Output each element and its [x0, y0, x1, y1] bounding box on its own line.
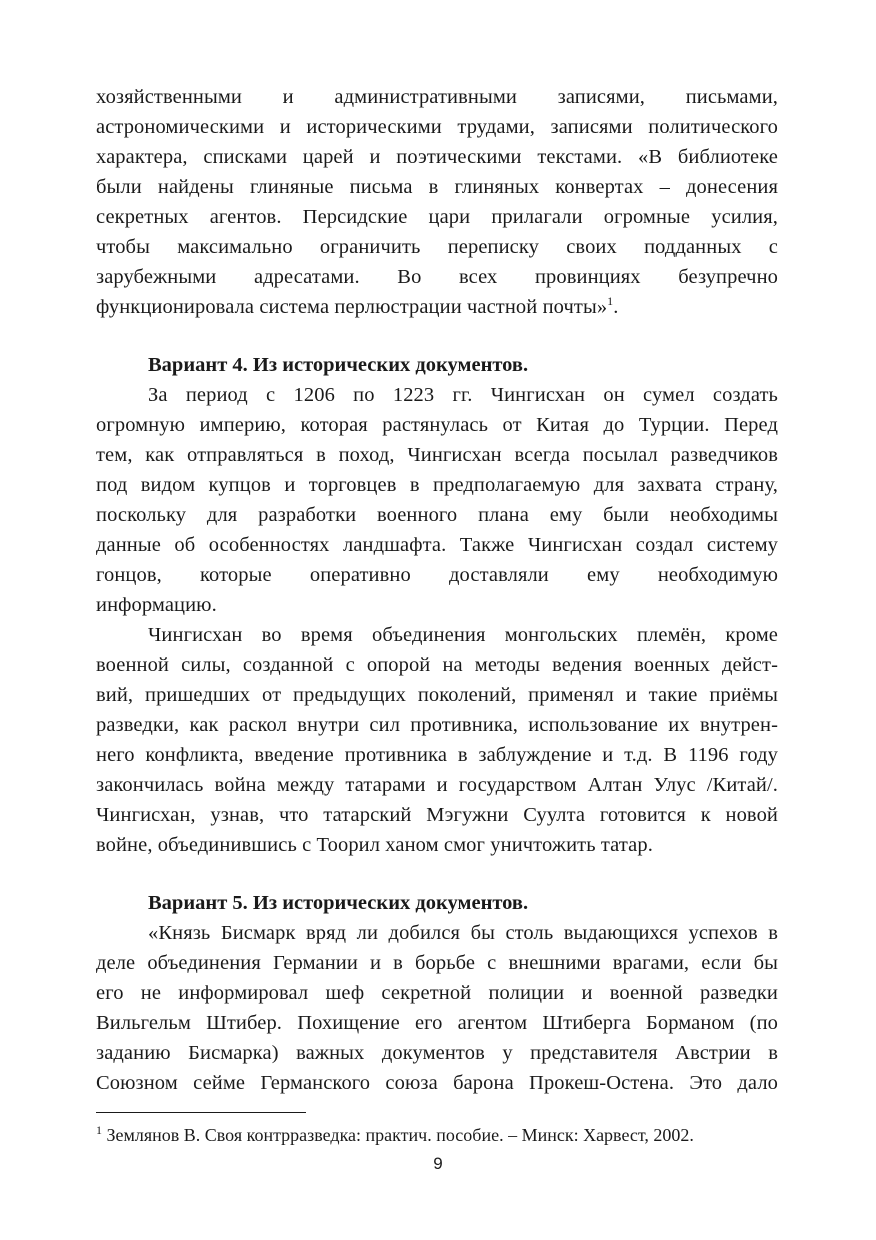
- p1-line-6: чтобы максимально ограничить переписку своих подданных с: [96, 236, 778, 258]
- heading-variant-4: Вариант 4. Из исторических документов.: [148, 354, 529, 376]
- p3-line-6: закончилась война между татарами и государством Алтан Улус /Китай/.: [96, 774, 778, 796]
- p1-line-1: хозяйственными и административными записями, письмами,: [96, 86, 778, 108]
- p2-line-2: огромную империю, которая растянулась от Китая до Турции. Перед: [96, 414, 778, 436]
- footnote-marker: 1: [96, 1123, 102, 1137]
- p1-line-8-text: функционировала система перлюстрации частной почты»: [96, 296, 608, 318]
- p2-line-1: За период с 1206 по 1223 гг. Чингисхан он сумел создать: [148, 384, 778, 406]
- page-number: 9: [433, 1154, 443, 1173]
- p1-line-4: были найдены глиняные письма в глиняных конвертах – донесения: [96, 176, 778, 198]
- p2-line-3: тем, как отправляться в поход, Чингисхан всегда посылал разведчиков: [96, 444, 778, 466]
- p4-line-5: заданию Бисмарка) важных документов у представителя Австрии в: [96, 1042, 778, 1064]
- p2-line-8: информацию.: [96, 594, 217, 616]
- p2-line-6: данные об особенностях ландшафта. Также Чингисхан создал систему: [96, 534, 778, 556]
- p1-line-3: характера, списками царей и поэтическими текстами. «В библиотеке: [96, 146, 778, 168]
- p1-line-7: зарубежными адресатами. Во всех провинциях безупречно: [96, 266, 778, 288]
- p3-line-8: войне, объединившись с Тоорил ханом смог уничтожить татар.: [96, 834, 653, 856]
- heading-variant-5: Вариант 5. Из исторических документов.: [148, 892, 529, 914]
- p4-line-4: Вильгельм Штибер. Похищение его агентом Штиберга Борманом (по: [96, 1012, 778, 1034]
- p2-line-5: поскольку для разработки военного плана ему были необходимы: [96, 504, 778, 526]
- p4-line-6: Союзном сейме Германского союза барона Прокеш-Остена. Это дало: [96, 1072, 778, 1094]
- footnote: [96, 1122, 796, 1148]
- footnote-text: Землянов В. Своя контрразведка: практич. пособие. – Минск: Харвест, 2002.: [106, 1125, 694, 1145]
- p4-line-3: его не информировал шеф секретной полиции и военной разведки: [96, 982, 778, 1004]
- p3-line-3: вий, пришедших от предыдущих поколений, применял и такие приёмы: [96, 684, 778, 706]
- p2-line-4: под видом купцов и торговцев в предполагаемую для захвата страну,: [96, 474, 778, 496]
- footnote-reference[interactable]: 1: [607, 294, 614, 309]
- p3-line-5: него конфликта, введение противника в заблуждение и т.д. В 1196 году: [96, 744, 778, 766]
- p1-line-2: астрономическими и историческими трудами, записями политического: [96, 116, 778, 138]
- p3-line-7: Чингисхан, узнав, что татарский Мэгужни Суулта готовится к новой: [96, 804, 778, 826]
- footnote-divider: [96, 1112, 306, 1113]
- p3-line-4: разведки, как раскол внутри сил противника, использование их внутрен-: [96, 714, 778, 736]
- p2-line-7: гонцов, которые оперативно доставляли ему необходимую: [96, 564, 778, 586]
- p1-end-punct: .: [613, 296, 619, 318]
- p3-line-2: военной силы, созданной с опорой на методы ведения военных дейст-: [96, 654, 778, 676]
- p3-line-1: Чингисхан во время объединения монгольских племён, кроме: [148, 624, 778, 646]
- p1-line-8: [96, 292, 778, 322]
- p1-line-5: секретных агентов. Персидские цари прилагали огромные усилия,: [96, 206, 778, 228]
- p4-line-2: деле объединения Германии и в борьбе с внешними врагами, если бы: [96, 952, 778, 974]
- p4-line-1: «Князь Бисмарк вряд ли добился бы столь выдающихся успехов в: [148, 922, 778, 944]
